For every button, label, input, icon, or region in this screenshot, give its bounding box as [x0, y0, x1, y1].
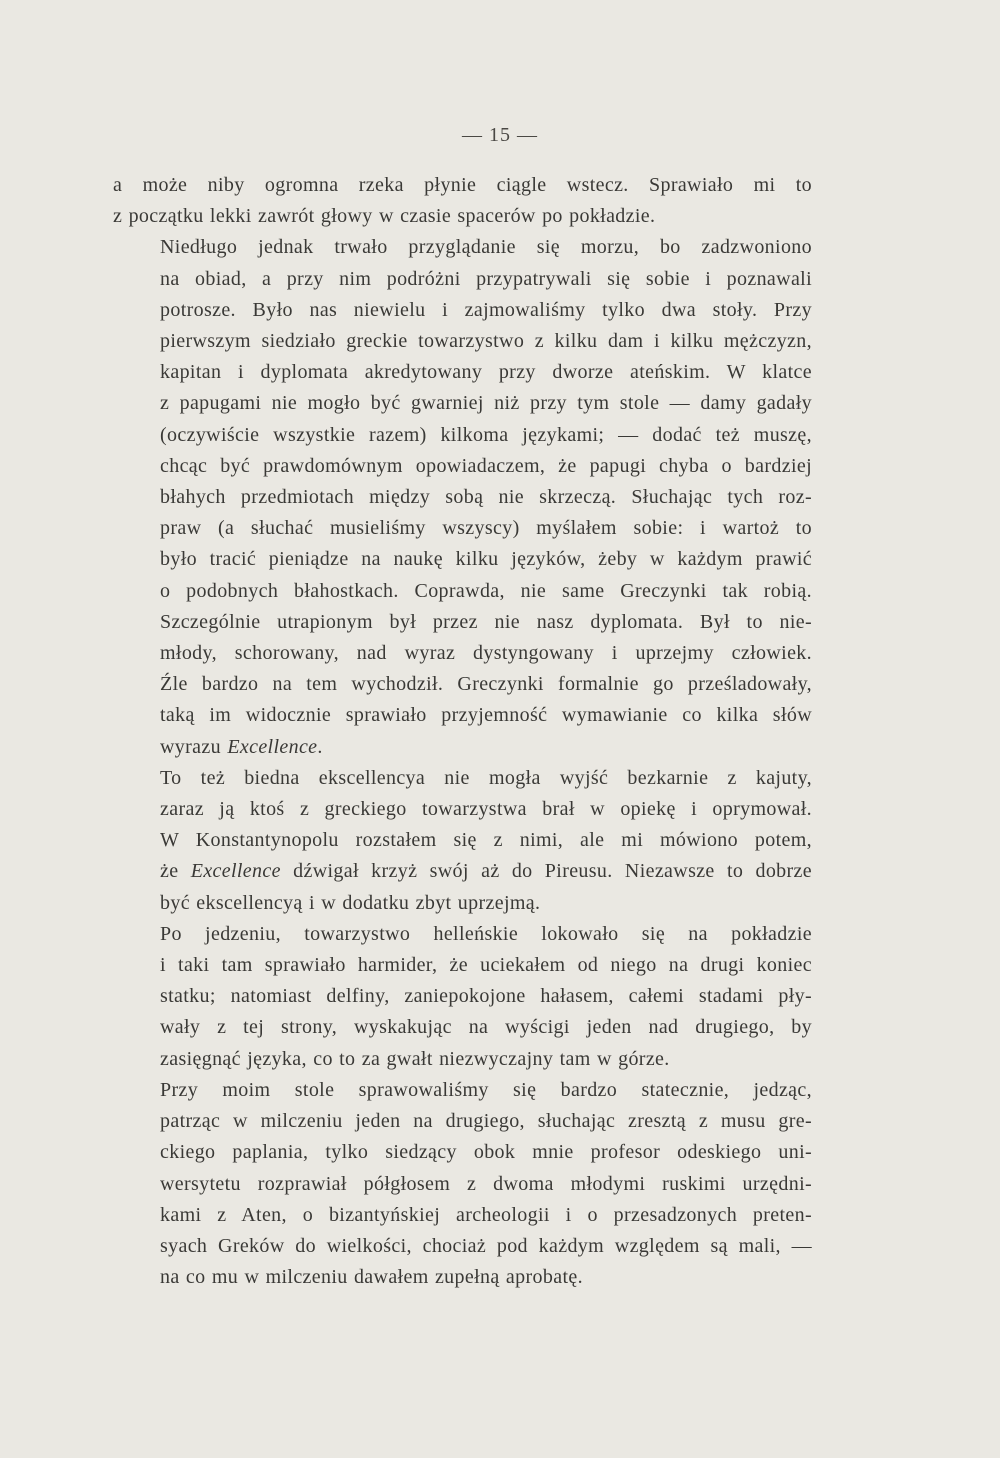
text-line: być ekscellencyą i w dodatku zbyt uprzejmą.	[160, 891, 541, 914]
text-line: syach Greków do wielkości, chociaż pod każdym względem są mali, —	[160, 1234, 812, 1257]
text-line: kapitan i dyplomata akredytowany przy dworze ateńskim. W klatce	[160, 361, 812, 384]
text-line: na co mu w milczeniu dawałem zupełną aprobatę.	[160, 1266, 583, 1289]
text-line: ckiego paplania, tylko siedzący obok mnie profesor odeskiego uni-	[160, 1141, 812, 1164]
text-line: wały z tej strony, wyskakując na wyścigi jeden nad drugiego, by	[160, 1016, 812, 1039]
paragraph-2	[113, 232, 812, 762]
italic-term: Excellence	[227, 735, 318, 758]
text-fragment: dźwigał krzyż swój aż do Pireusu. Niezawsze to dobrze	[280, 860, 812, 883]
text-line: Źle bardzo na tem wychodził. Greczynki formalnie go prześladowały,	[160, 673, 812, 696]
text-line: potrosze. Było nas niewielu i zajmowaliśmy tylko dwa stoły. Przy	[160, 298, 812, 321]
paragraph-5	[113, 1075, 812, 1293]
text-line: chcąc być prawdomównym opowiadaczem, że papugi chyba o bardziej	[160, 454, 812, 477]
text-line: patrząc w milczeniu jeden na drugiego, słuchając zresztą z musu gre-	[160, 1110, 812, 1133]
text-line: błahych przedmiotach między sobą nie skrzeczą. Słuchając tych roz-	[160, 486, 812, 509]
page-number: — 15 —	[462, 124, 538, 146]
text-line: z papugami nie mogło być gwarniej niż przy tym stole — damy gadały	[160, 392, 812, 415]
text-line: statku; natomiast delfiny, zaniepokojone hałasem, całemi stadami pły-	[160, 985, 812, 1008]
paragraph-3	[113, 763, 812, 919]
text-fragment: wyrazu	[160, 735, 228, 758]
text-line: praw (a słuchać musieliśmy wszyscy) myślałem sobie: i wartoż to	[160, 517, 812, 540]
text-line: taką im widocznie sprawiało przyjemność wymawianie co kilka słów	[160, 704, 812, 727]
text-line: To też biedna ekscellencya nie mogła wyjść bezkarnie z kajuty,	[160, 766, 812, 789]
text-fragment: że	[160, 860, 191, 883]
text-line: o podobnych błahostkach. Coprawda, nie same Greczynki tak robią.	[160, 579, 812, 602]
text-line: młody, schorowany, nad wyraz dystyngowany i uprzejmy człowiek.	[160, 642, 812, 665]
text-line: z początku lekki zawrót głowy w czasie spacerów po pokładzie.	[113, 205, 656, 228]
text-line: a może niby ogromna rzeka płynie ciągle wstecz. Sprawiało mi to	[113, 174, 812, 196]
text-line: (oczywiście wszystkie razem) kilkoma językami; — dodać też muszę,	[160, 423, 812, 446]
text-line: zasięgnąć języka, co to za gwałt niezwyczajny tam w górze.	[160, 1047, 670, 1070]
body-text	[113, 170, 812, 1293]
text-line: Niedługo jednak trwało przyglądanie się morzu, bo zadzwoniono	[160, 236, 812, 259]
text-line: kami z Aten, o bizantyńskiej archeologii i o przesadzonych preten-	[160, 1203, 812, 1226]
paragraph-1	[113, 170, 812, 232]
text-line: W Konstantynopolu rozstałem się z nimi, ale mi mówiono potem,	[160, 829, 812, 852]
paragraph-4	[113, 919, 812, 1075]
italic-term: Excellence	[190, 860, 281, 883]
text-line: na obiad, a przy nim podróżni przypatrywali się sobie i poznawali	[160, 267, 812, 290]
text-line: Przy moim stole sprawowaliśmy się bardzo statecznie, jedząc,	[160, 1078, 812, 1101]
text-line: i taki tam sprawiało harmider, że uciekałem od niego na drugi koniec	[160, 954, 812, 977]
text-line: zaraz ją ktoś z greckiego towarzystwa brał w opiekę i oprymował.	[160, 798, 812, 821]
text-line	[113, 732, 812, 763]
text-line: Po jedzeniu, towarzystwo helleńskie lokowało się na pokładzie	[160, 922, 812, 945]
text-line	[113, 856, 812, 887]
text-line: Szczególnie utrapionym był przez nie nasz dyplomata. Był to nie-	[160, 610, 812, 633]
text-line: wersytetu rozprawiał półgłosem z dwoma młodymi ruskimi urzędni-	[160, 1172, 812, 1195]
text-fragment: .	[317, 735, 323, 758]
text-line: było tracić pieniądze na naukę kilku języków, żeby w każdym prawić	[160, 548, 812, 571]
text-line: pierwszym siedziało greckie towarzystwo z kilku dam i kilku mężczyzn,	[160, 330, 812, 353]
